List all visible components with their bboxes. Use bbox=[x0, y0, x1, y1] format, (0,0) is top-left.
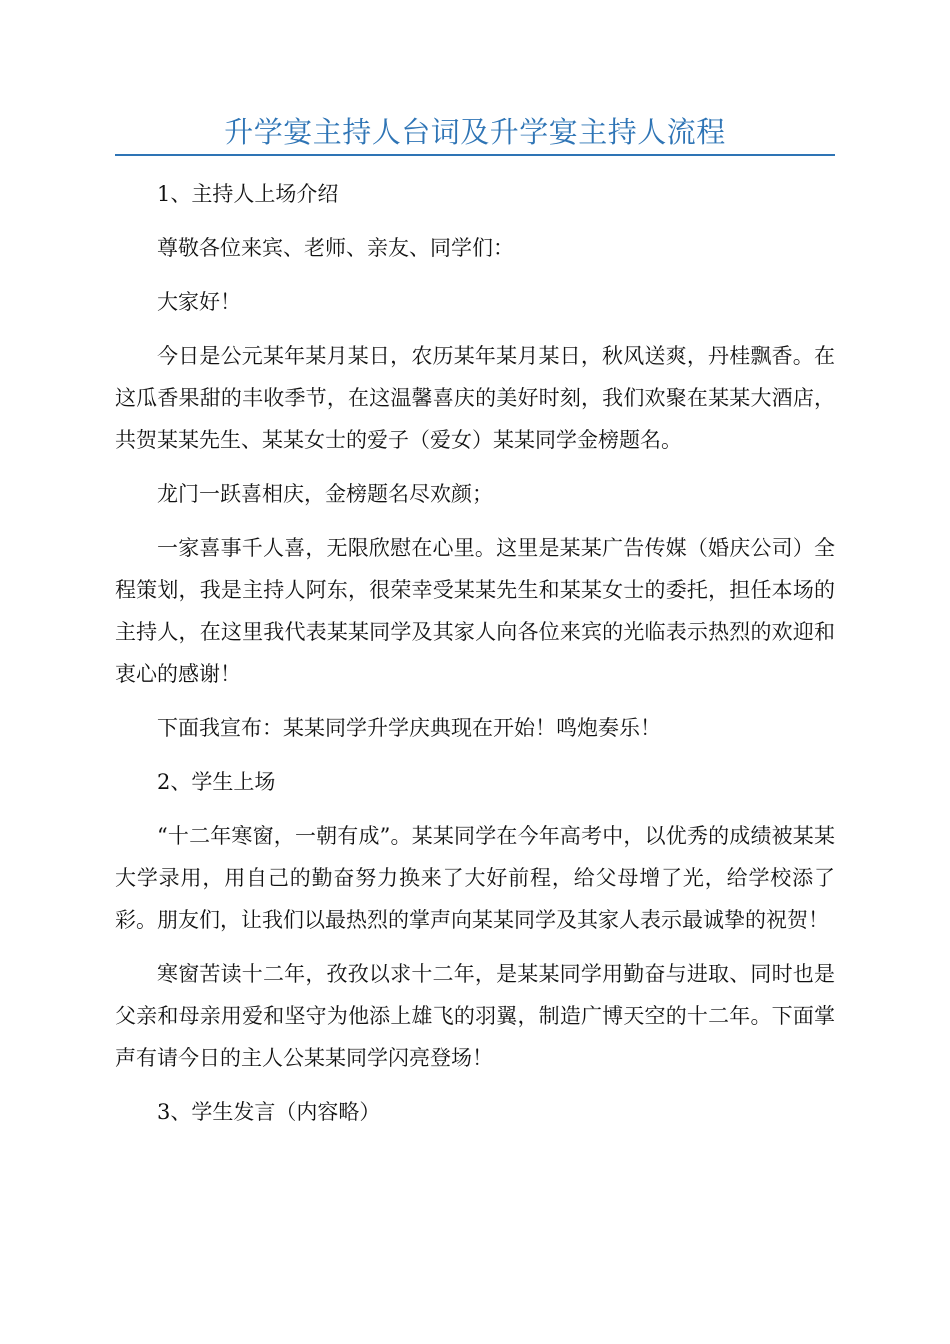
document-title: 升学宴主持人台词及升学宴主持人流程 bbox=[224, 115, 726, 149]
paragraph: 一家喜事千人喜，无限欣慰在心里。这里是某某广告传媒（婚庆公司）全程策划，我是主持人阿东，很荣幸受某某先生和某某女士的委托，担任本场的主持人，在这里我代表某某同学及其家人向各位来宾的光临表示热烈的欢迎和衷心的感谢！ bbox=[115, 536, 835, 686]
paragraph: 今日是公元某年某月某日，农历某年某月某日，秋风送爽，丹桂飘香。在这瓜香果甜的丰收季节，在这温馨喜庆的美好时刻，我们欢聚在某某大酒店，共贺某某先生、某某女士的爱子（爱女）某某同学金榜题名。 bbox=[115, 344, 835, 452]
paragraph: 寒窗苦读十二年，孜孜以求十二年，是某某同学用勤奋与进取、同时也是父亲和母亲用爱和坚守为他添上雄飞的羽翼，制造广博天空的十二年。下面掌声有请今日的主人公某某同学闪亮登场！ bbox=[115, 962, 835, 1070]
section-heading-host-intro: 1、主持人上场介绍 bbox=[157, 182, 339, 206]
paragraph: “十二年寒窗，一朝有成”。某某同学在今年高考中，以优秀的成绩被某某大学录用，用自己的勤奋努力换来了大好前程，给父母增了光，给学校添了彩。朋友们，让我们以最热烈的掌声向某某同学及其家人表示最诚挚的祝贺！ bbox=[115, 824, 835, 932]
title-underline bbox=[115, 154, 835, 156]
paragraph: 大家好！ bbox=[157, 290, 241, 314]
section-heading-student-speech: 3、学生发言（内容略） bbox=[157, 1100, 381, 1124]
paragraph: 尊敬各位来宾、老师、亲友、同学们： bbox=[157, 236, 514, 260]
paragraph: 龙门一跃喜相庆，金榜题名尽欢颜； bbox=[157, 482, 493, 506]
section-heading-student-entrance: 2、学生上场 bbox=[157, 770, 276, 794]
paragraph: 下面我宣布：某某同学升学庆典现在开始！鸣炮奏乐！ bbox=[157, 716, 661, 740]
document-body bbox=[115, 173, 835, 1145]
